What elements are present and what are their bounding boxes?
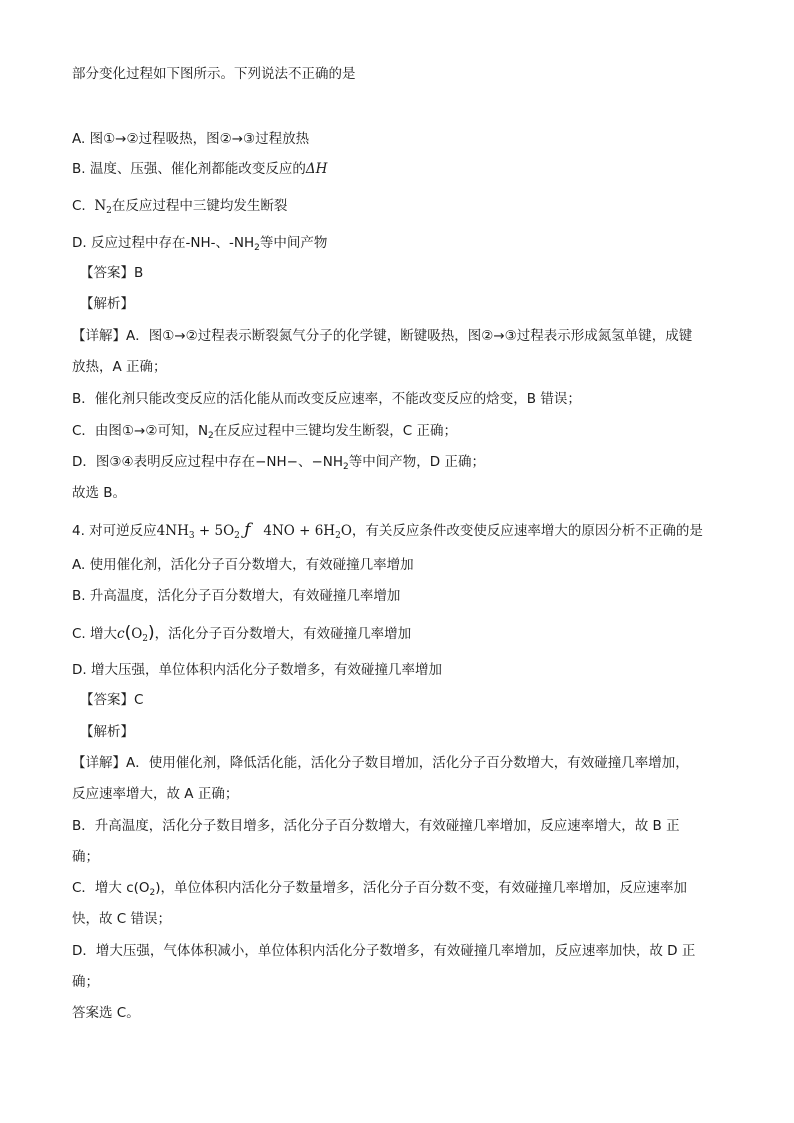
q3-answer: 【答案】B (80, 265, 144, 281)
q3-detail-b: B．催化剂只能改变反应的活化能从而改变反应速率，不能改变反应的焓变，B 错误； (72, 391, 581, 407)
q4-analysis-label: 【解析】 (80, 724, 134, 740)
q3-detail-a-line1: 【详解】A．图①→②过程表示断裂氮气分子的化学键，断键吸热，图②→③过程表示形成氮氢单键，成键 (72, 328, 693, 344)
q4-option-b: B. 升高温度，活化分子百分数增大，有效碰撞几率增加 (72, 588, 401, 604)
reversible-arrow-glyph: ƒ (244, 520, 251, 540)
q3-option-b: B. 温度、压强、催化剂都能改变反应的ΔH (72, 161, 328, 177)
q3-stem: 部分变化过程如下图所示。下列说法不正确的是 (72, 66, 356, 82)
q4-detail-d-line1: D．增大压强，气体体积减小，单位体积内活化分子数增多，有效碰撞几率增加，反应速率加快，故 D 正 (72, 943, 696, 959)
q4-detail-a-line2: 反应速率增大，故 A 正确； (72, 786, 239, 802)
q4-detail-b-line1: B．升高温度，活化分子数目增多，活化分子百分数增大，有效碰撞几率增加，反应速率增大，故 B 正 (72, 818, 680, 834)
q4-detail-d-line2: 确； (72, 974, 99, 990)
q3-option-a: A. 图①→②过程吸热，图②→③过程放热 (72, 131, 310, 147)
q4-detail-c-line1: C．增大 $c(O_2)$，单位体积内活化分子数量增多，活化分子百分数不变，有效碰撞几率增加，反应速率加 (72, 880, 688, 898)
q4-answer: 【答案】C (80, 692, 144, 708)
q4-option-c: C. 增大$c(O_2)$，活化分子百分数增大，有效碰撞几率增加 (72, 623, 412, 644)
q4-detail-b-line2: 确； (72, 849, 99, 865)
q4-conclusion: 答案选 C。 (72, 1005, 140, 1021)
reaction-equation: $4NH_3 + 5O_2$ ƒ $4NO + 6H_2O$ (156, 520, 352, 541)
q3-conclusion: 故选 B。 (72, 485, 127, 501)
q3-detail-d: D．图③④表明反应过程中存在−NH−、$-NH_2$等中间产物，D 正确； (72, 454, 485, 472)
q3-option-d: D. 反应过程中存在-NH-、$-NH_2$等中间产物 (72, 235, 328, 253)
q3-detail-a-line2: 放热，A 正确； (72, 359, 167, 375)
q4-detail-c-line2: 快，故 C 错误； (72, 911, 172, 927)
q3-option-c: C. $N_2$在反应过程中三键均发生断裂 (72, 198, 288, 216)
q3-detail-c: C．由图①→②可知，$N_2$在反应过程中三键均发生断裂，C 正确； (72, 423, 457, 441)
delta-h-symbol: ΔH (305, 161, 328, 177)
q4-option-d: D. 增大压强，单位体积内活化分子数增多，有效碰撞几率增加 (72, 662, 442, 678)
q4-detail-a-line1: 【详解】A．使用催化剂，降低活化能，活化分子数目增加，活化分子百分数增大，有效碰撞几率增加， (72, 755, 689, 771)
q4-option-a: A. 使用催化剂，活化分子百分数增大，有效碰撞几率增加 (72, 557, 414, 573)
q4-stem: 4. 对可逆反应$4NH_3 + 5O_2$ ƒ $4NO + 6H_2O$，有关反应条件改变使反应速率增大的原因分析不正确的是 (72, 520, 703, 541)
q3-analysis-label: 【解析】 (80, 296, 134, 312)
